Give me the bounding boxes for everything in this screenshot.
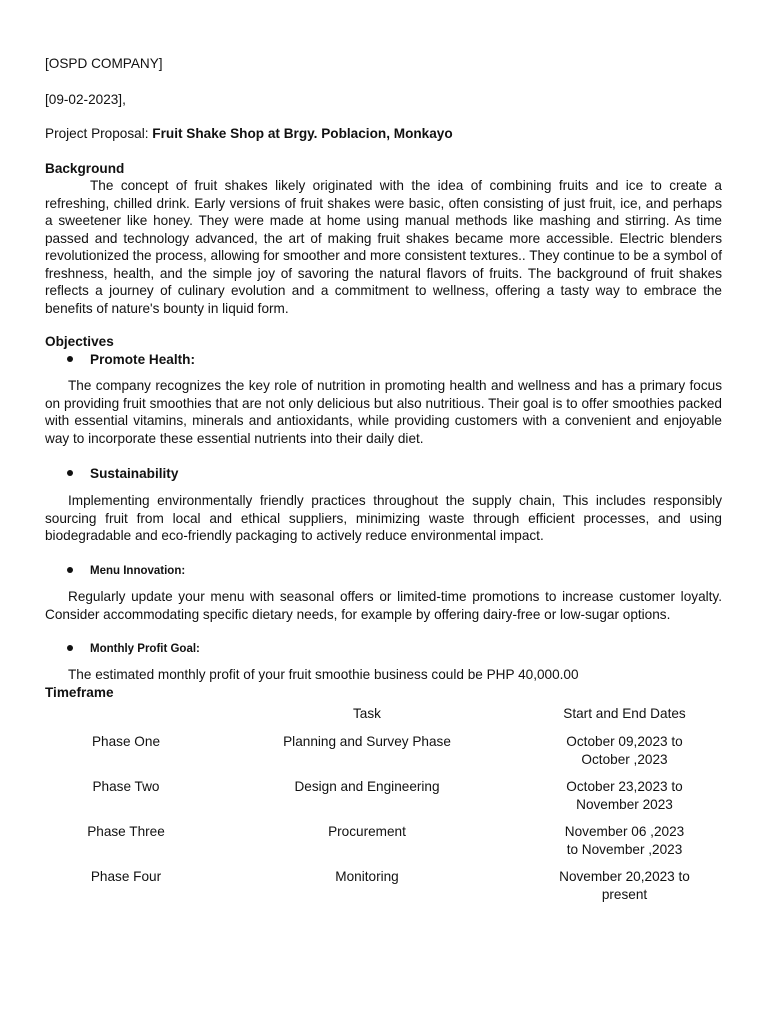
dates-line: October 23,2023 to [566,779,683,794]
task-cell: Monitoring [335,869,399,884]
table-header-row [45,705,722,733]
dates-line: October ,2023 [581,751,668,767]
dates-line: November 20,2023 to [559,869,690,884]
objective-bullet-promote-health [67,351,195,369]
phase-cell: Phase Four [90,869,162,884]
bullet-dot [67,470,73,476]
table-row [45,823,722,868]
column-header-dates: Start and End Dates [563,706,686,721]
task-cell: Planning and Survey Phase [283,734,451,749]
table-row [45,733,722,778]
task-cell: Design and Engineering [294,779,440,794]
dates-cell [527,868,722,913]
objective-bullet-sustainability [67,465,178,483]
column-header-task: Task [353,706,381,721]
objectives-heading: Objectives [45,334,114,349]
phase-cell: Phase Two [92,779,160,794]
company-name: [OSPD COMPANY] [45,56,163,71]
bullet-dot [67,356,73,362]
objective-bullet-menu-innovation [67,563,185,581]
background-heading: Background [45,161,125,176]
task-cell: Procurement [328,824,406,839]
column-header-phase [45,705,207,733]
timeframe-table [45,705,722,913]
dates-line: November 2023 [576,796,673,812]
objective-title: Monthly Profit Goal: [90,643,200,655]
proposal-prefix: Project Proposal: [45,126,153,141]
dates-cell [527,823,722,868]
objective-text-profit-goal: The estimated monthly profit of your fruit smoothie business could be PHP 40,000.00 [68,667,579,682]
objective-text-promote-health: The company recognizes the key role of nutrition in promoting health and wellness and has a primary focus on providing fruit smoothies that are not only delicious but also nutritious. Their goal is to offer smoothies packed with essential vitamins, minerals and antioxidants, while providing customers with a convenient and enjoyable way to incorporate these essential nutrients into their daily diet. [45,378,722,446]
objective-title: Menu Innovation: [90,565,186,577]
objective-text-menu-innovation: Regularly update your menu with seasonal offers or limited-time promotions to increase customer loyalty. Consider accommodating specific dietary needs, for example by offering dairy-free or low-sugar options. [45,589,722,622]
table-row [45,778,722,823]
objective-text-sustainability: Implementing environmentally friendly practices throughout the supply chain, This includes responsibly sourcing fruit from local and ethical suppliers, minimizing waste through efficient processes, and using biodegradable and eco-friendly packaging to actively reduce environmental impact. [45,493,722,543]
objective-title: Promote Health: [90,352,195,367]
objective-bullet-profit-goal [67,641,200,659]
document-date: [09-02-2023], [45,92,126,107]
objective-title: Sustainability [90,466,179,481]
proposal-title: Fruit Shake Shop at Brgy. Poblacion, Monkayo [152,126,453,141]
table-row [45,868,722,913]
dates-cell [527,733,722,778]
phase-cell: Phase One [91,734,160,749]
phase-cell: Phase Three [87,824,165,839]
bullet-dot [67,645,73,651]
dates-line: November 06 ,2023 [564,824,685,839]
proposal-line [45,125,722,143]
dates-line: to November ,2023 [566,841,683,857]
dates-line: October 09,2023 to [566,734,683,749]
timeframe-heading: Timeframe [45,685,114,700]
dates-line: present [601,886,648,902]
dates-cell [527,778,722,823]
background-text: The concept of fruit shakes likely originated with the idea of combining fruits and ice to create a refreshing, chilled drink. Early versions of fruit shakes were basic, often consisting of just fruit, ice, and perhaps a sweetener like honey. They were made at home using manual methods like mashing and stirring. As time passed and technology advanced, the art of making fruit shakes became more accessible. Electric blenders revolutionized the process, allowing for smoother and more consistent textures.. They continue to be a symbol of freshness, health, and the simple joy of savoring the natural flavors of fruits. The background of fruit shakes reflects a journey of culinary evolution and a commitment to wellness, offering a tasty way to embrace the benefits of nature's bounty in liquid form. [45,178,722,316]
bullet-dot [67,567,73,573]
